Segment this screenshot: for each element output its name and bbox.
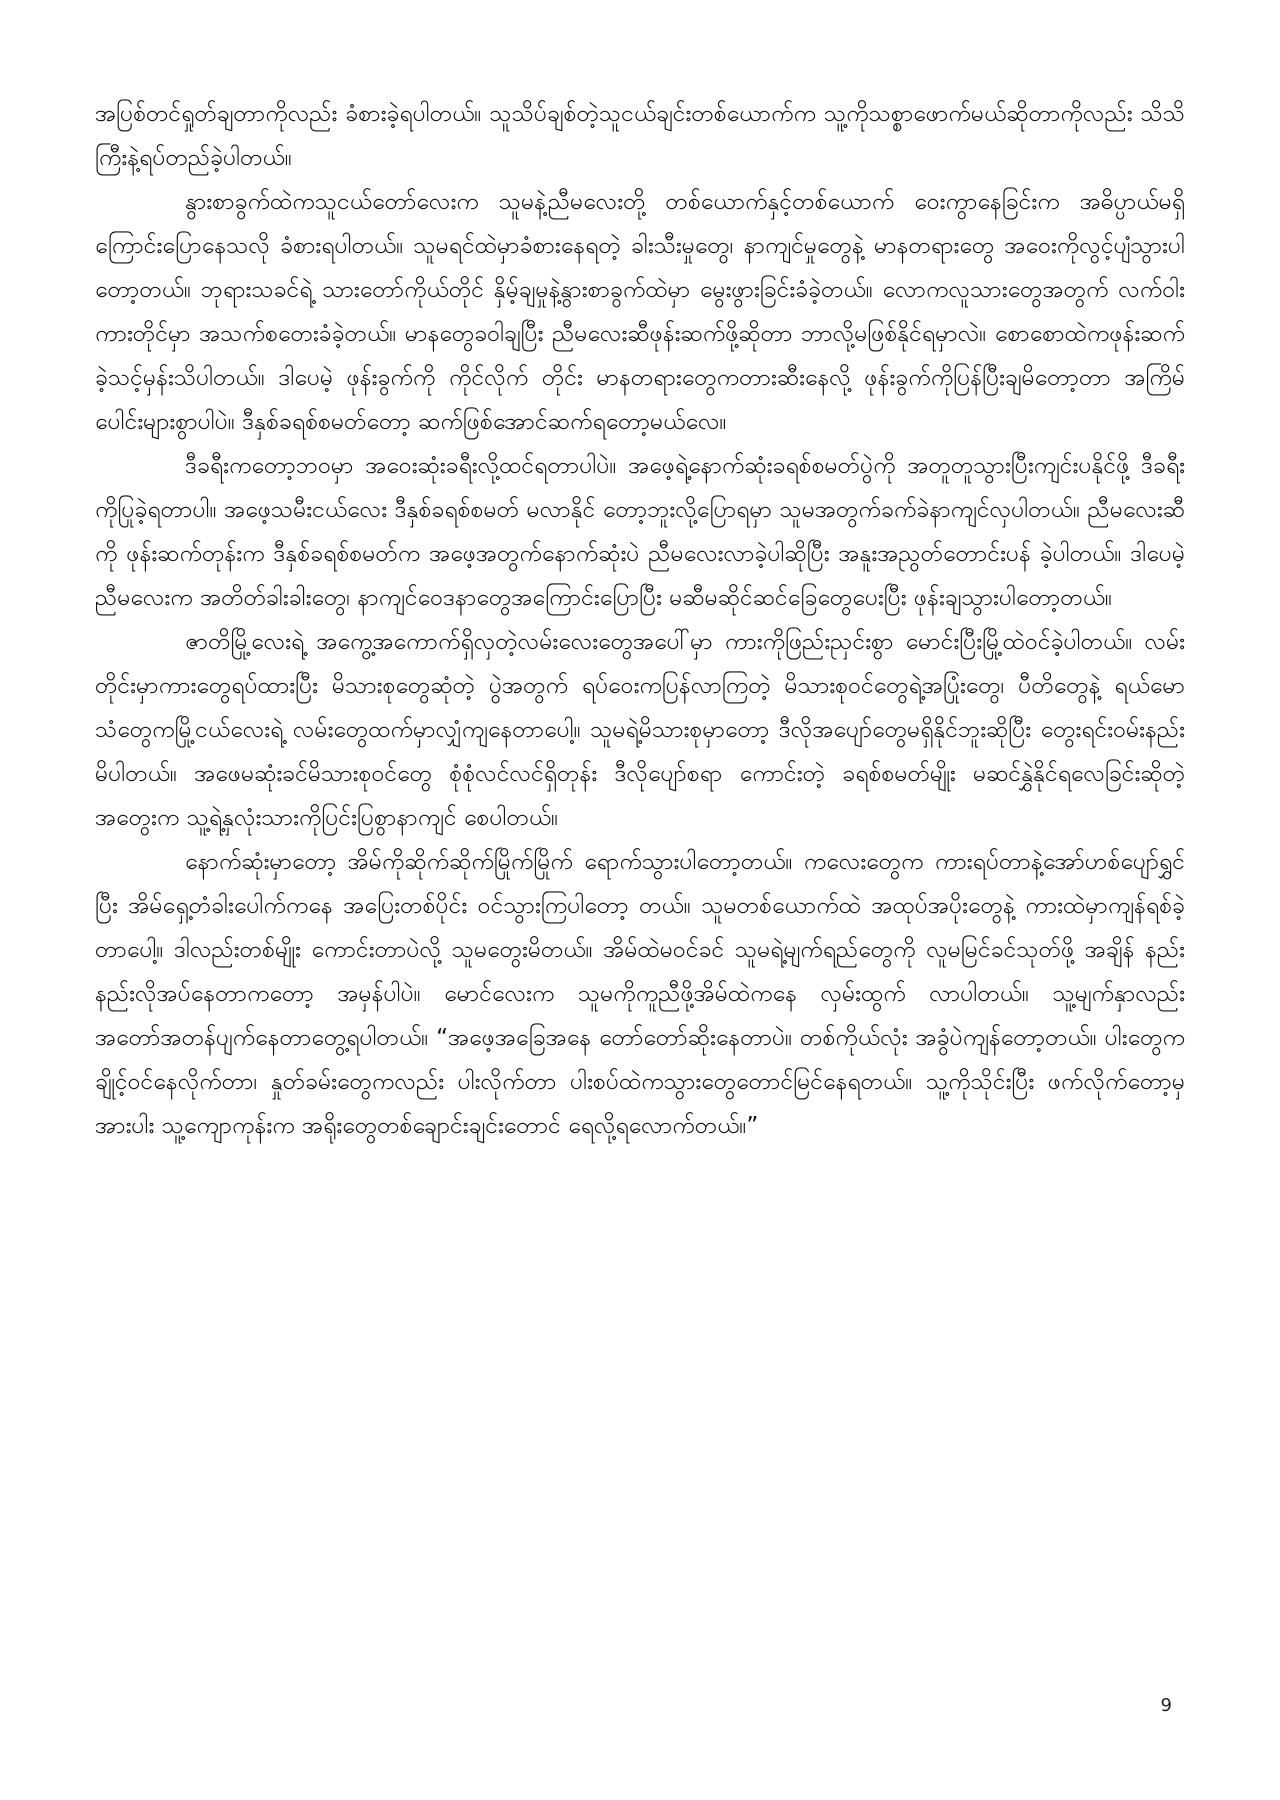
paragraph-5: နောက်ဆုံးမှာတော့ အိမ်ကိုဆိုက်ဆိုက်မြိုက်မြိုက် ရောက်သွားပါတော့တယ်။ ကလေးတွေက ကားရပ်တာနဲ့အော်ဟစ်ပျော်ရွှင်ပြီး အိမ်ရှေ့တံခါးပေါက်ကနေ အပြေးတစ်ပိုင်း ဝင်သွားကြပါတော့ တယ်။ သူမတစ်ယောက်ထဲ အထုပ်အပိုးတွေနဲ့ ကားထဲမှာကျန်ရစ်ခဲ့တာပေါ့။ ဒါလည်းတစ်မျိုး ကောင်းတာပဲလို့ သူမတွေးမိတယ်။ အိမ်ထဲမဝင်ခင် သူမရဲ့မျက်ရည်တွေကို လူမမြင်ခင်သုတ်ဖို့ အချိန် နည်းနည်းလိုအပ်နေတာကတော့ အမှန်ပါပဲ။ မောင်လေးက သူမကိုကူညီဖို့အိမ်ထဲကနေ လှမ်းထွက် လာပါတယ်။ သူ့မျက်နှာလည်း အတော်အတန်ပျက်နေတာတွေ့ရပါတယ်။ “အဖေ့အခြေအနေ တော်တော်ဆိုးနေတာပဲ။ တစ်ကိုယ်လုံး အခွံပဲကျန်တော့တယ်။ ပါးတွေကချိုင့်ဝင်နေလိုက်တာ၊ နှုတ်ခမ်းတွေကလည်း ပါးလိုက်တာ ပါးစပ်ထဲကသွားတွေတောင်မြင်နေရတယ်။ သူ့ကိုသိုင်းပြီး ဖက်လိုက်တော့မှ အားပါး သူ့ကျောကုန်းက အရိုးတွေတစ်ချောင်းချင်းတောင် ရေလို့ရလောက်တယ်။” [95,849,1185,1139]
paragraph-4: ဇာတိမြို့လေးရဲ့ အကွေ့အကောက်ရှိလှတဲ့လမ်းလေးတွေအပေါ်မှာ ကားကိုဖြည်းညှင်းစွာ မောင်းပြီးမြို့ထဲဝင်ခဲ့ပါတယ်။ လမ်းတိုင်းမှာကားတွေရပ်ထားပြီး မိသားစုတွေဆုံတဲ့ ပွဲအတွက် ရပ်ဝေးကပြန်လာကြတဲ့ မိသားစုဝင်တွေရဲ့အပြုံးတွေ၊ ပီတိတွေနဲ့ ရယ်မောသံတွေကမြို့ငယ်လေးရဲ့ လမ်းတွေထက်မှာလျှံကျနေတာပေါ့။ သူမရဲ့မိသားစုမှာတော့ ဒီလိုအပျော်တွေမရှိနိုင်ဘူးဆိုပြီး တွေးရင်းဝမ်းနည်းမိပါတယ်။ အဖေမဆုံးခင်မိသားစုဝင်တွေ စုံစုံလင်လင်ရှိတုန်း ဒီလိုပျော်စရာ ကောင်းတဲ့ ခရစ်စမတ်မျိုး မဆင်နွှဲနိုင်ရလေခြင်းဆိုတဲ့အတွေးက သူ့ရဲ့နှလုံးသားကိုပြင်းပြစွာနာကျင် စေပါတယ်။ [95,629,1185,831]
document-page [95,92,1185,1148]
paragraph-1: အပြစ်တင်ရှုတ်ချတာကိုလည်း ခံစားခဲ့ရပါတယ်။ သူသိပ်ချစ်တဲ့သူငယ်ချင်းတစ်ယောက်က သူ့ကိုသစ္စာဖောက်မယ်ဆိုတာကိုလည်း သိသိကြီးနဲ့ရပ်တည်ခဲ့ပါတယ်။ [95,101,1185,171]
paragraph-2: နွားစာခွက်ထဲကသူငယ်တော်လေးက သူမနဲ့ညီမလေးတို့ တစ်ယောက်နှင့်တစ်ယောက် ဝေးကွာနေခြင်းက အဓိပ္ပာယ်မရှိကြောင်းပြောနေသလို ခံစားရပါတယ်။ သူမရင်ထဲမှာခံစားနေရတဲ့ ခါးသီးမှုတွေ၊ နာကျင်မှုတွေနဲ့ မာနတရားတွေ အဝေးကိုလွင့်ပျံသွားပါတော့တယ်။ ဘုရားသခင်ရဲ့ သားတော်ကိုယ်တိုင် နှိမ့်ချမှုနဲ့နွားစာခွက်ထဲမှာ မွေးဖွားခြင်းခံခဲ့တယ်။ လောကလူသားတွေအတွက် လက်ဝါးကားတိုင်မှာ အသက်စတေးခံခဲ့တယ်။ မာနတွေခဝါချပြီး ညီမလေးဆီဖုန်းဆက်ဖို့ဆိုတာ ဘာလို့မဖြစ်နိုင်ရမှာလဲ။ စောစောထဲကဖုန်းဆက်ခဲ့သင့်မှန်းသိပါတယ်။ ဒါပေမဲ့ ဖုန်းခွက်ကို ကိုင်လိုက် တိုင်း မာနတရားတွေကတားဆီးနေလို့ ဖုန်းခွက်ကိုပြန်ပြီးချမိတော့တာ အကြိမ်ပေါင်းများစွာပါပဲ။ ဒီနှစ်ခရစ်စမတ်တော့ ဆက်ဖြစ်အောင်ဆက်ရတော့မယ်လေ။ [95,189,1185,435]
paragraph-3: ဒီခရီးကတော့ဘဝမှာ အဝေးဆုံးခရီးလို့ထင်ရတာပါပဲ။ အဖေ့ရဲ့နောက်ဆုံးခရစ်စမတ်ပွဲကို အတူတူသွားပြီးကျင်းပနိုင်ဖို့ ဒီခရီးကိုပြုခဲ့ရတာပါ။ အဖေ့သမီးငယ်လေး ဒီနှစ်ခရစ်စမတ် မလာနိုင် တော့ဘူးလို့ပြောရမှာ သူမအတွက်ခက်ခဲနာကျင်လှပါတယ်။ ညီမလေးဆီကို ဖုန်းဆက်တုန်းက ဒီနှစ်ခရစ်စမတ်က အဖေ့အတွက်နောက်ဆုံးပဲ ညီမလေးလာခဲ့ပါဆိုပြီး အနူးအညွတ်တောင်းပန် ခဲ့ပါတယ်။ ဒါပေမဲ့ညီမလေးက အတိတ်ခါးခါးတွေ၊ နာကျင်ဝေဒနာတွေအကြောင်းပြောပြီး မဆီမဆိုင်ဆင်ခြေတွေပေးပြီး ဖုန်းချသွားပါတော့တယ်။ [95,453,1185,611]
page-number: 9 [1160,1695,1172,1716]
